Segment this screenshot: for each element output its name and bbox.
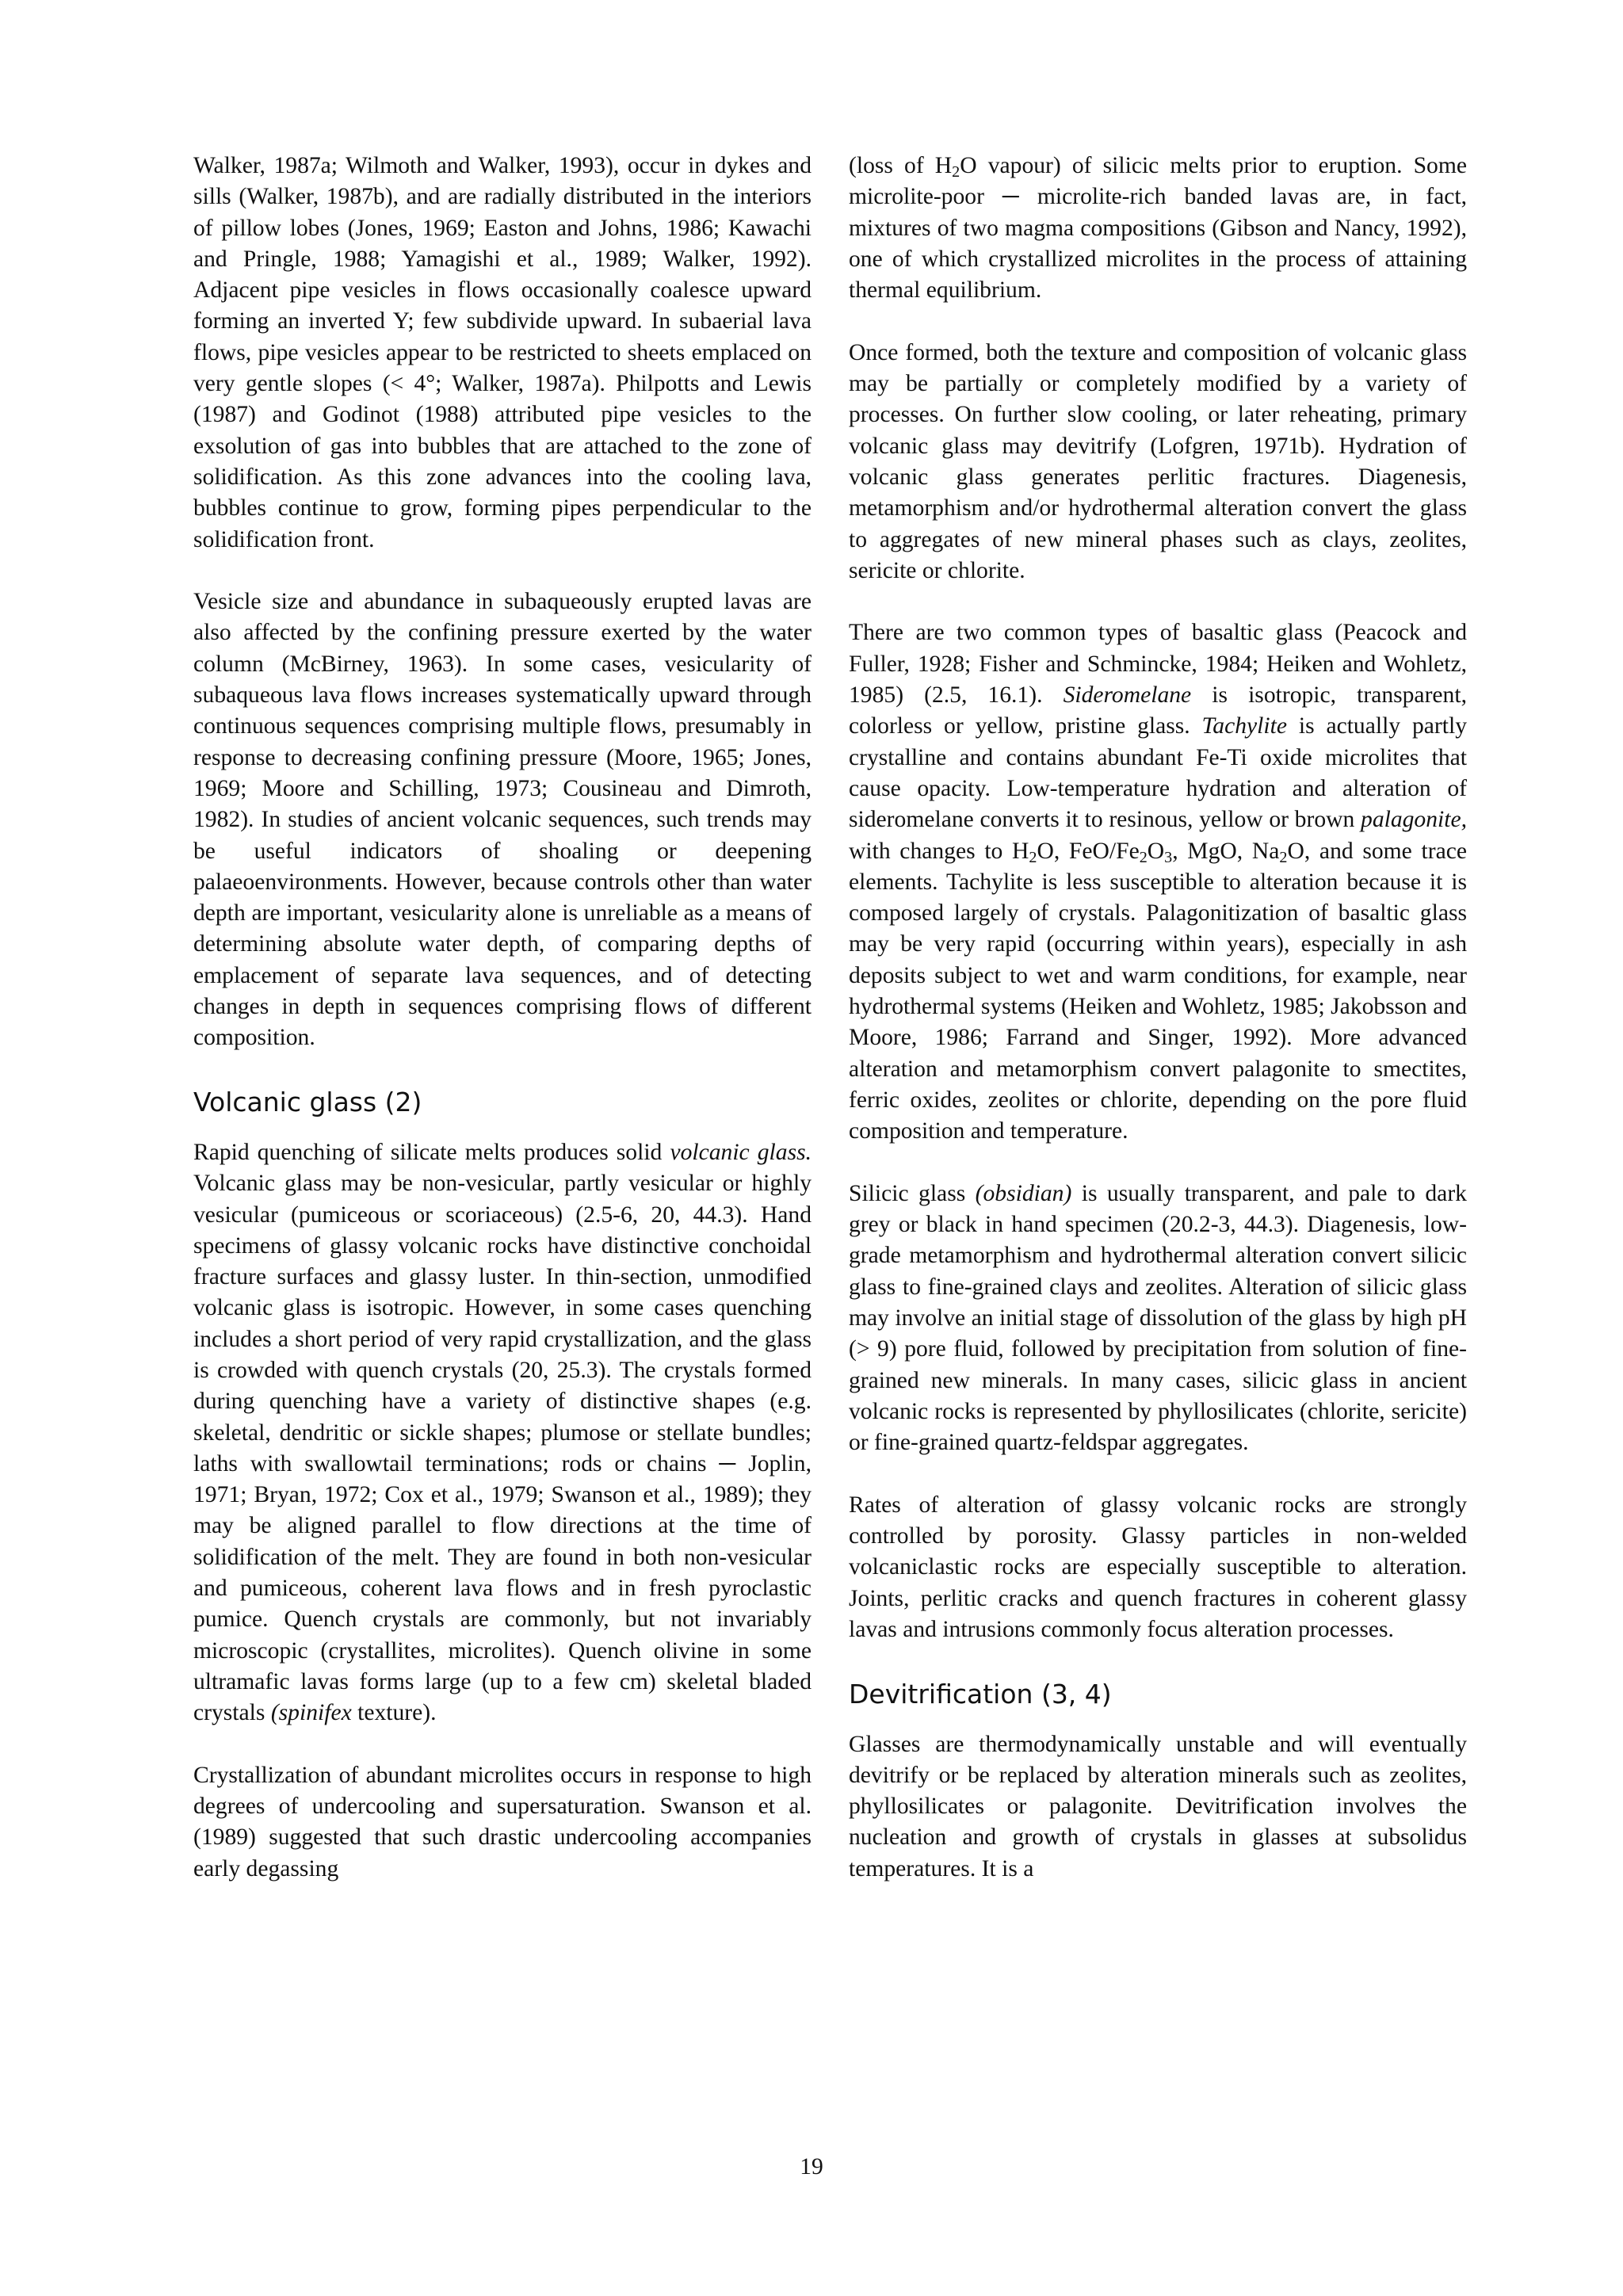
paragraph-basaltic-glass: There are two common types of basaltic glass (Peacock and Fuller, 1928; Fisher and Schmincke, 1984; Heiken and Wohletz, 1985) (2.5, 16.1). Sideromelane is isotropic, transparent, colorless or yellow, pristine glass. Tachylite is actually partly crystalline and contains abundant Fe-Ti oxide microlites that cause opacity. Low-temperature hydration and alteration of sideromelane converts it to resinous, yellow or brown palagonite, with changes to $H_2O$, FeO/$Fe_2O_3$, MgO, $Na_2O$, and some trace elements. Tachylite is less susceptible to alteration because it is composed largely of crystals. Palagonitization of basaltic glass may be very rapid (occurring within years), especially in ash deposits subject to wet and warm conditions, for example, near hydrothermal systems (Heiken and Wohletz, 1985; Jakobsson and Moore, 1986; Farrand and Singer, 1992). More advanced alteration and metamorphism convert palagonite to smectites, ferric oxides, zeolites or chlorite, depending on the pore fluid composition and temperature. [849, 620, 1467, 1144]
paragraph-silicic-glass: Silicic glass (obsidian) is usually transparent, and pale to dark grey or black in hand specimen (20.2-3, 44.3). Diagenesis, low-grade metamorphism and hydrothermal alteration convert silicic glass to fine-grained clays and zeolites. Alteration of silicic glass may involve an initial stage of dissolution of the glass by high pH (> 9) pore fluid, followed by precipitation from solution of fine-grained new minerals. In many cases, silicic glass in ancient volcanic rocks is represented by phyllosilicates (chlorite, sericite) or fine-grained quartz-feldspar aggregates. [849, 1180, 1467, 1456]
paragraph-glass-modification: Once formed, both the texture and composition of volcanic glass may be partially or completely modified by a variety of processes. On further slow cooling, or later reheating, primary volcanic glass may devitrify (Lofgren, 1971b). Hydration of volcanic glass generates perlitic fractures. Diagenesis, metamorphism and/or hydrothermal alteration convert the glass to aggregates of new mineral phases such as clays, zeolites, sericite or chlorite. [849, 339, 1467, 583]
heading-devitrification: Devitrification (3, 4) [849, 1678, 1112, 1710]
paragraph-vesicle-size: Vesicle size and abundance in subaqueously erupted lavas are also affected by the confining pressure exerted by the water column (McBirney, 1963). In some cases, vesicularity of subaqueous lava flows increases systematically upward through continuous sequences comprising multiple flows, presumably in response to decreasing confining pressure (Moore, 1965; Jones, 1969; Moore and Schilling, 1973; Cousineau and Dimroth, 1982). In studies of ancient volcanic sequences, such trends may be useful indicators of shoaling or deepening palaeoenvironments. However, because controls other than water depth are important, vesicularity alone is unreliable as a means of determining absolute water depth, of comparing depths of emplacement of separate lava sequences, and of detecting changes in depth in sequences comprising flows of different composition. [193, 589, 812, 1051]
left-column [193, 151, 812, 1916]
paragraph-pipe-vesicles: Walker, 1987a; Wilmoth and Walker, 1993), occur in dykes and sills (Walker, 1987b), and are radially distributed in the interiors of pillow lobes (Jones, 1969; Easton and Johns, 1986; Kawachi and Pringle, 1988; Yamagishi et al., 1989; Walker, 1992). Adjacent pipe vesicles in flows occasionally coalesce upward forming an inverted Y; few subdivide upward. In subaerial lava flows, pipe vesicles appear to be restricted to sheets emplaced on very gentle slopes (< 4°; Walker, 1987a). Philpotts and Lewis (1987) and Godinot (1988) attributed pipe vesicles to the exsolution of gas into bubbles that are attached to the zone of solidification. As this zone advances into the cooling lava, bubbles continue to grow, forming pipes perpendicular to the solidification front. [193, 153, 812, 552]
right-column [849, 151, 1467, 1916]
paragraph-rapid-quenching: Rapid quenching of silicate melts produces solid volcanic glass. Volcanic glass may be non-vesicular, partly vesicular or highly vesicular (pumiceous or scoriaceous) (2.5-6, 20, 44.3). Hand specimens of glassy volcanic rocks have distinctive conchoidal fracture surfaces and glassy luster. In thin-section, unmodified volcanic glass is isotropic. However, in some cases quenching includes a short period of very rapid crystallization, and the glass is crowded with quench crystals (20, 25.3). The crystals formed during quenching have a variety of distinctive shapes (e.g. skeletal, dendritic or sickle shapes; plumose or stellate bundles; laths with swallowtail terminations; rods or chains ─ Joplin, 1971; Bryan, 1972; Cox et al., 1979; Swanson et al., 1989); they may be aligned parallel to flow directions at the time of solidification of the melt. They are found in both non-vesicular and pumiceous, coherent lava flows and in fresh pyroclastic pumice. Quench crystals are commonly, but not invariably microscopic (crystallites, microlites). Quench olivine in some ultramafic lavas forms large (up to a few cm) skeletal bladed crystals (spinifex texture). [193, 1139, 812, 1726]
paragraph-microlites: Crystallization of abundant microlites occurs in response to high degrees of undercooling and supersaturation. Swanson et al. (1989) suggested that such drastic undercooling accompanies early degassing [193, 1762, 812, 1881]
paragraph-alteration-rates: Rates of alteration of glassy volcanic rocks are strongly controlled by porosity. Glassy particles in non-welded volcaniclastic rocks are especially susceptible to alteration. Joints, perlitic cracks and quench fractures in coherent glassy lavas and intrusions commonly focus alteration processes. [849, 1492, 1467, 1642]
heading-volcanic-glass: Volcanic glass (2) [193, 1086, 422, 1117]
page-number: 19 [800, 2154, 823, 2179]
paragraph-devitrification: Glasses are thermodynamically unstable and will eventually devitrify or be replaced by alteration minerals such as zeolites, phyllosilicates or palagonite. Devitrification involves the nucleation and growth of crystals in glasses at subsolidus temperatures. It is a [849, 1731, 1467, 1881]
paragraph-degassing: (loss of $H_2O$ vapour) of silicic melts prior to eruption. Some microlite-poor ─ microlite-rich banded lavas are, in fact, mixtures of two magma compositions (Gibson and Nancy, 1992), one of which crystallized microlites in the process of attaining thermal equilibrium. [849, 153, 1467, 304]
